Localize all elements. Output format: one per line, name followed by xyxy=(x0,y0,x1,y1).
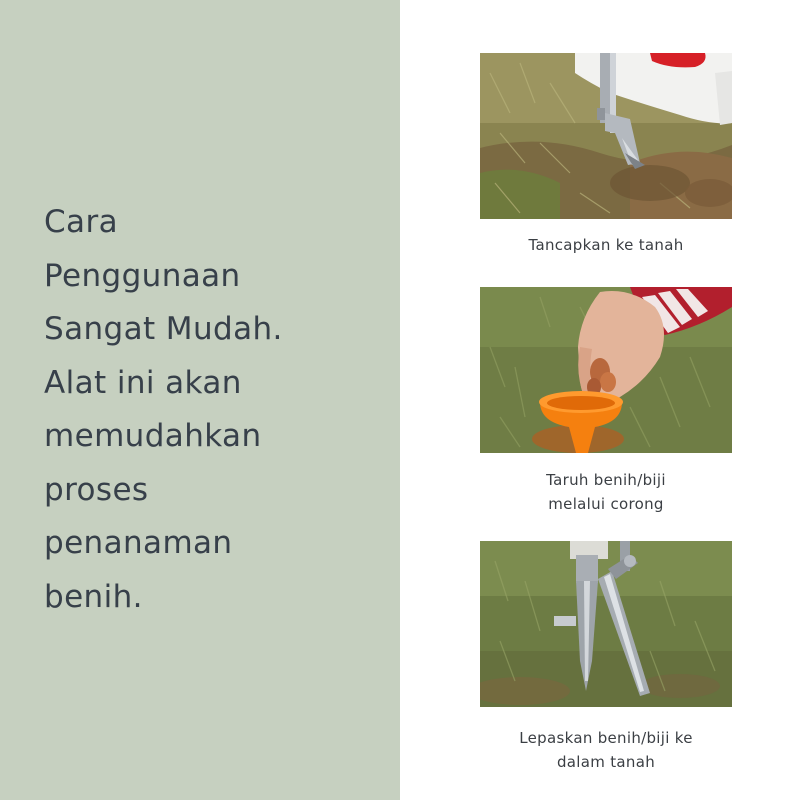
headline-line: Sangat Mudah. xyxy=(44,311,283,347)
step-1-photo xyxy=(480,53,732,219)
step-2-caption-line: Taruh benih/biji xyxy=(546,471,666,489)
headline xyxy=(44,196,384,624)
step-3-caption xyxy=(470,726,742,774)
headline-line: proses xyxy=(44,471,149,508)
headline-line: Penggunaan xyxy=(44,257,241,294)
headline-line: Cara xyxy=(44,204,118,240)
step-1-caption-line: Tancapkan ke tanah xyxy=(528,236,684,254)
step-3-caption-line: dalam tanah xyxy=(556,753,656,771)
step-3-image xyxy=(480,541,732,707)
headline-line: Alat ini akan xyxy=(44,364,242,401)
step-2-photo xyxy=(480,287,732,453)
step-1-image xyxy=(480,53,732,219)
step-2-caption-line: melalui corong xyxy=(548,495,664,513)
headline-line: penanaman xyxy=(44,525,233,561)
headline-line: memudahkan xyxy=(44,418,262,454)
step-2-caption xyxy=(470,468,742,516)
step-3-caption-line: Lepaskan benih/biji ke xyxy=(519,729,693,747)
step-2-image xyxy=(480,287,732,453)
step-1-caption xyxy=(470,233,742,257)
step-3-photo xyxy=(480,541,732,707)
headline-line: benih. xyxy=(44,578,143,615)
